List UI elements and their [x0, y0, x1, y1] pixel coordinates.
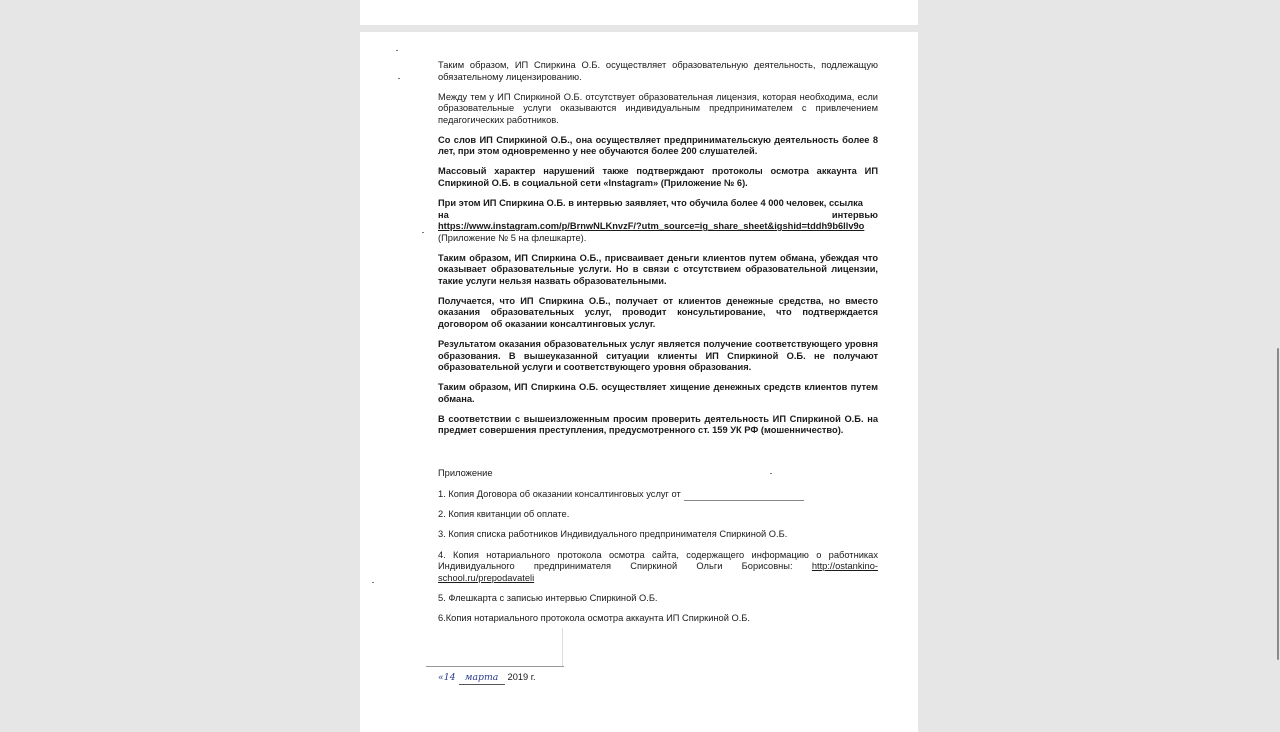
document-body: [438, 60, 878, 633]
signature-mark: [562, 628, 563, 666]
paragraph: Массовый характер нарушений также подтверждают протоколы осмотра аккаунта ИП Спиркиной О.Б. в социальной сети «Instagram» (Приложение № 6).: [438, 166, 878, 188]
appendix-item: [438, 550, 878, 585]
paragraph: Между тем у ИП Спиркиной О.Б. отсутствует образовательная лицензия, которая необходима, если образовательные услуги оказываются индивидуальным предпринимателем с привлечением педагогических работников.: [438, 91, 878, 125]
school-link[interactable]: http://ostankino-school.ru/prepodavateli: [438, 561, 878, 583]
interview-note: (Приложение № 5 на флешкарте).: [438, 232, 587, 243]
signature-line: [426, 666, 564, 667]
paragraph: Таким образом, ИП Спиркина О.Б., присваивает деньги клиентов путем обмана, убеждая что оказывает образовательные услуги. Но в связи с отсутствием образовательной лицензии, такие услуги нельзя назвать образовательными.: [438, 252, 878, 286]
scrollbar-thumb[interactable]: [1277, 348, 1279, 660]
previous-page-bottom: [360, 0, 918, 25]
paragraph: Таким образом, ИП Спиркина О.Б. осуществляет образовательную деятельность, подлежащую обязательному лицензированию.: [438, 60, 878, 82]
interview-line: При этом ИП Спиркина О.Б. в интервью заявляет, что обучила более 4 000 человек, ссылка: [438, 197, 863, 208]
paragraph: Результатом оказания образовательных услуг является получение соответствующего уровня образования. В вышеуказанной ситуации клиенты ИП Спиркиной О.Б. не получают образовательной услуги и соответствующего уровня образования.: [438, 339, 878, 373]
paragraph: В соответствии с вышеизложенным просим проверить деятельность ИП Спиркиной О.Б. на предмет совершения преступления, предусмотренного ст. 159 УК РФ (мошенничество).: [438, 413, 878, 436]
interview-word: на: [438, 209, 449, 220]
appendix-item: 2. Копия квитанции об оплате.: [438, 509, 570, 520]
appendix-title: Приложение: [438, 468, 493, 479]
scan-speck: [422, 232, 424, 233]
date-year: 2019 г.: [507, 672, 536, 682]
appendix-item-text: 1. Копия Договора об оказании консалтинговых услуг от: [438, 488, 681, 499]
date-month: марта: [459, 672, 505, 685]
scan-speck: [398, 78, 400, 79]
appendix-item-text: 4. Копия нотариального протокола осмотра сайта, содержащего информацию о работниках Индивидуального предпринимателя Спиркиной Ольги Борисовны:: [438, 549, 878, 572]
appendix-item: [438, 489, 878, 501]
appendix-item: 6.Копия нотариального протокола осмотра аккаунта ИП Спиркиной О.Б.: [438, 613, 750, 624]
date-day: «14: [438, 672, 456, 683]
paragraph: Таким образом, ИП Спиркина О.Б. осуществляет хищение денежных средств клиентов путем обмана.: [438, 382, 878, 404]
interview-paragraph: [438, 198, 878, 244]
instagram-link[interactable]: https://www.instagram.com/p/BrnwNLKnvzF/?utm_source=ig_share_sheet&igshid=tddh9b6llv9o: [438, 221, 865, 232]
blank-date-line: [684, 491, 804, 501]
document-page: [360, 32, 918, 732]
appendix-item: 3. Копия списка работников Индивидуального предпринимателя Спиркиной О.Б.: [438, 529, 788, 540]
scan-speck: [372, 582, 374, 583]
scan-speck: [396, 50, 398, 51]
interview-word: интервью: [831, 209, 878, 220]
interview-line: [438, 210, 878, 222]
spacer: [438, 445, 878, 468]
paragraph: Получается, что ИП Спиркина О.Б., получает от клиентов денежные средства, но вместо оказания образовательных услуг, проводит консультирование, что подтверждается договором об оказании консалтинговых услуг.: [438, 295, 878, 330]
appendix-item: 5. Флешкарта с записью интервью Спиркиной О.Б.: [438, 592, 658, 603]
document-date: [438, 672, 536, 685]
paragraph: Со слов ИП Спиркиной О.Б., она осуществляет предпринимательскую деятельность более 8 лет, при этом одновременно у нее обучаются более 200 слушателей.: [438, 134, 878, 157]
